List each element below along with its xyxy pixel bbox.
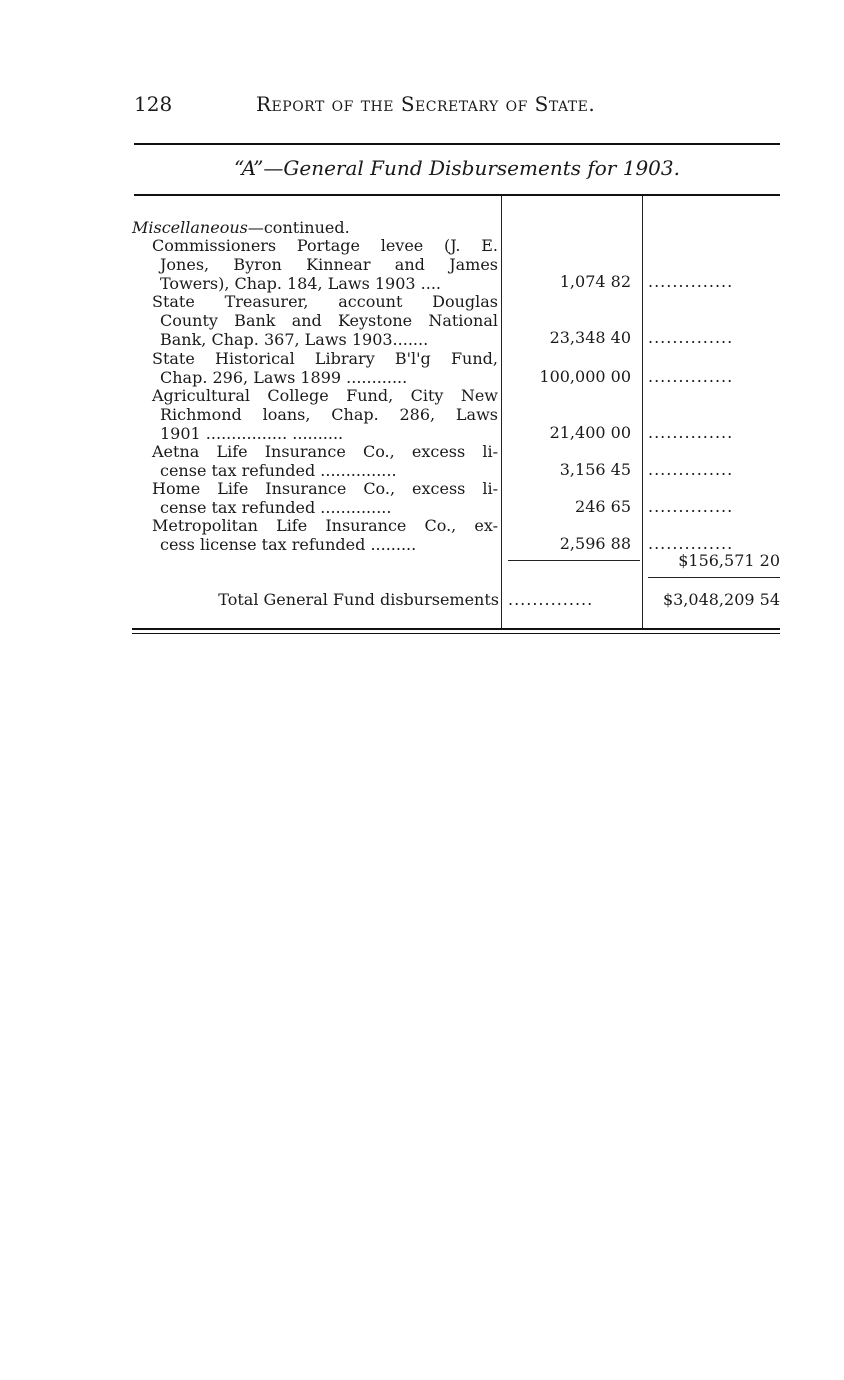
entry-line: Chap. 296, Laws 1899 ............ bbox=[160, 368, 408, 387]
entry-total-leader: .............. bbox=[648, 423, 734, 442]
running-title: Report of the Secretary of State. bbox=[256, 92, 596, 116]
entry-line: Richmond loans, Chap. 286, Laws bbox=[160, 405, 498, 424]
section-heading-rest: —continued. bbox=[247, 218, 350, 237]
entry-line: Metropolitan Life Insurance Co., ex- bbox=[152, 516, 498, 535]
entry-amount: 100,000 00 bbox=[539, 367, 631, 386]
grand-total-leader: .............. bbox=[508, 590, 594, 609]
title-rule bbox=[134, 194, 780, 196]
entry-line: cess license tax refunded ......... bbox=[160, 535, 417, 554]
grand-total-value: $3,048,209 54 bbox=[662, 590, 780, 609]
subtotal-rule bbox=[648, 577, 780, 578]
entry-line: Towers), Chap. 184, Laws 1903 .... bbox=[160, 274, 442, 293]
entry-description bbox=[132, 292, 498, 349]
section-heading bbox=[132, 218, 498, 237]
entry-description bbox=[132, 236, 498, 293]
entry-total-leader: .............. bbox=[648, 460, 734, 479]
entry-amount: 23,348 40 bbox=[549, 328, 631, 347]
column-divider-2 bbox=[642, 196, 643, 628]
entry-total-leader: .............. bbox=[648, 328, 734, 347]
entry-amount: 246 65 bbox=[575, 497, 631, 516]
entry-line: Agricultural College Fund, City New bbox=[152, 386, 498, 405]
subtotal-value: $156,571 20 bbox=[678, 551, 780, 570]
entry-amount: 21,400 00 bbox=[549, 423, 631, 442]
entry-total-leader: .............. bbox=[648, 367, 734, 386]
entry-line: State Historical Library B'l'g Fund, bbox=[152, 349, 498, 368]
entry-line: County Bank and Keystone National bbox=[160, 311, 498, 330]
entry-line: Jones, Byron Kinnear and James bbox=[160, 255, 498, 274]
entry-total-leader: .............. bbox=[648, 497, 734, 516]
entry-amount: 1,074 82 bbox=[559, 272, 631, 291]
entry-line: 1901 ................ .......... bbox=[160, 424, 344, 443]
column-divider-1 bbox=[501, 196, 502, 628]
section-heading-italic: Miscellaneous bbox=[132, 218, 248, 237]
entry-amount: 3,156 45 bbox=[559, 460, 631, 479]
table-title: “A”—General Fund Disbursements for 1903. bbox=[234, 156, 680, 180]
entry-line: Bank, Chap. 367, Laws 1903....... bbox=[160, 330, 429, 349]
grand-total-label: Total General Fund disbursements bbox=[218, 590, 499, 609]
entry-line: Home Life Insurance Co., excess li- bbox=[152, 479, 498, 498]
entry-description bbox=[132, 442, 498, 480]
entry-total-leader: .............. bbox=[648, 534, 734, 553]
entry-amount: 2,596 88 bbox=[559, 534, 631, 553]
entry-description bbox=[132, 479, 498, 517]
entry-line: cense tax refunded ............... bbox=[160, 461, 397, 480]
entry-description bbox=[132, 516, 498, 554]
entry-description bbox=[132, 386, 498, 443]
entry-line: State Treasurer, account Douglas bbox=[152, 292, 498, 311]
entry-total-leader: .............. bbox=[648, 272, 734, 291]
amount-sum-rule bbox=[508, 560, 640, 561]
bottom-rule-second bbox=[132, 633, 780, 634]
entry-line: Commissioners Portage levee (J. E. bbox=[152, 236, 498, 255]
entry-line: cense tax refunded .............. bbox=[160, 498, 392, 517]
page-number: 128 bbox=[134, 92, 173, 116]
page-header bbox=[134, 92, 780, 122]
header-rule bbox=[134, 143, 780, 145]
entry-description bbox=[132, 349, 498, 387]
entry-line: Aetna Life Insurance Co., excess li- bbox=[152, 442, 498, 461]
bottom-rule bbox=[132, 628, 780, 630]
